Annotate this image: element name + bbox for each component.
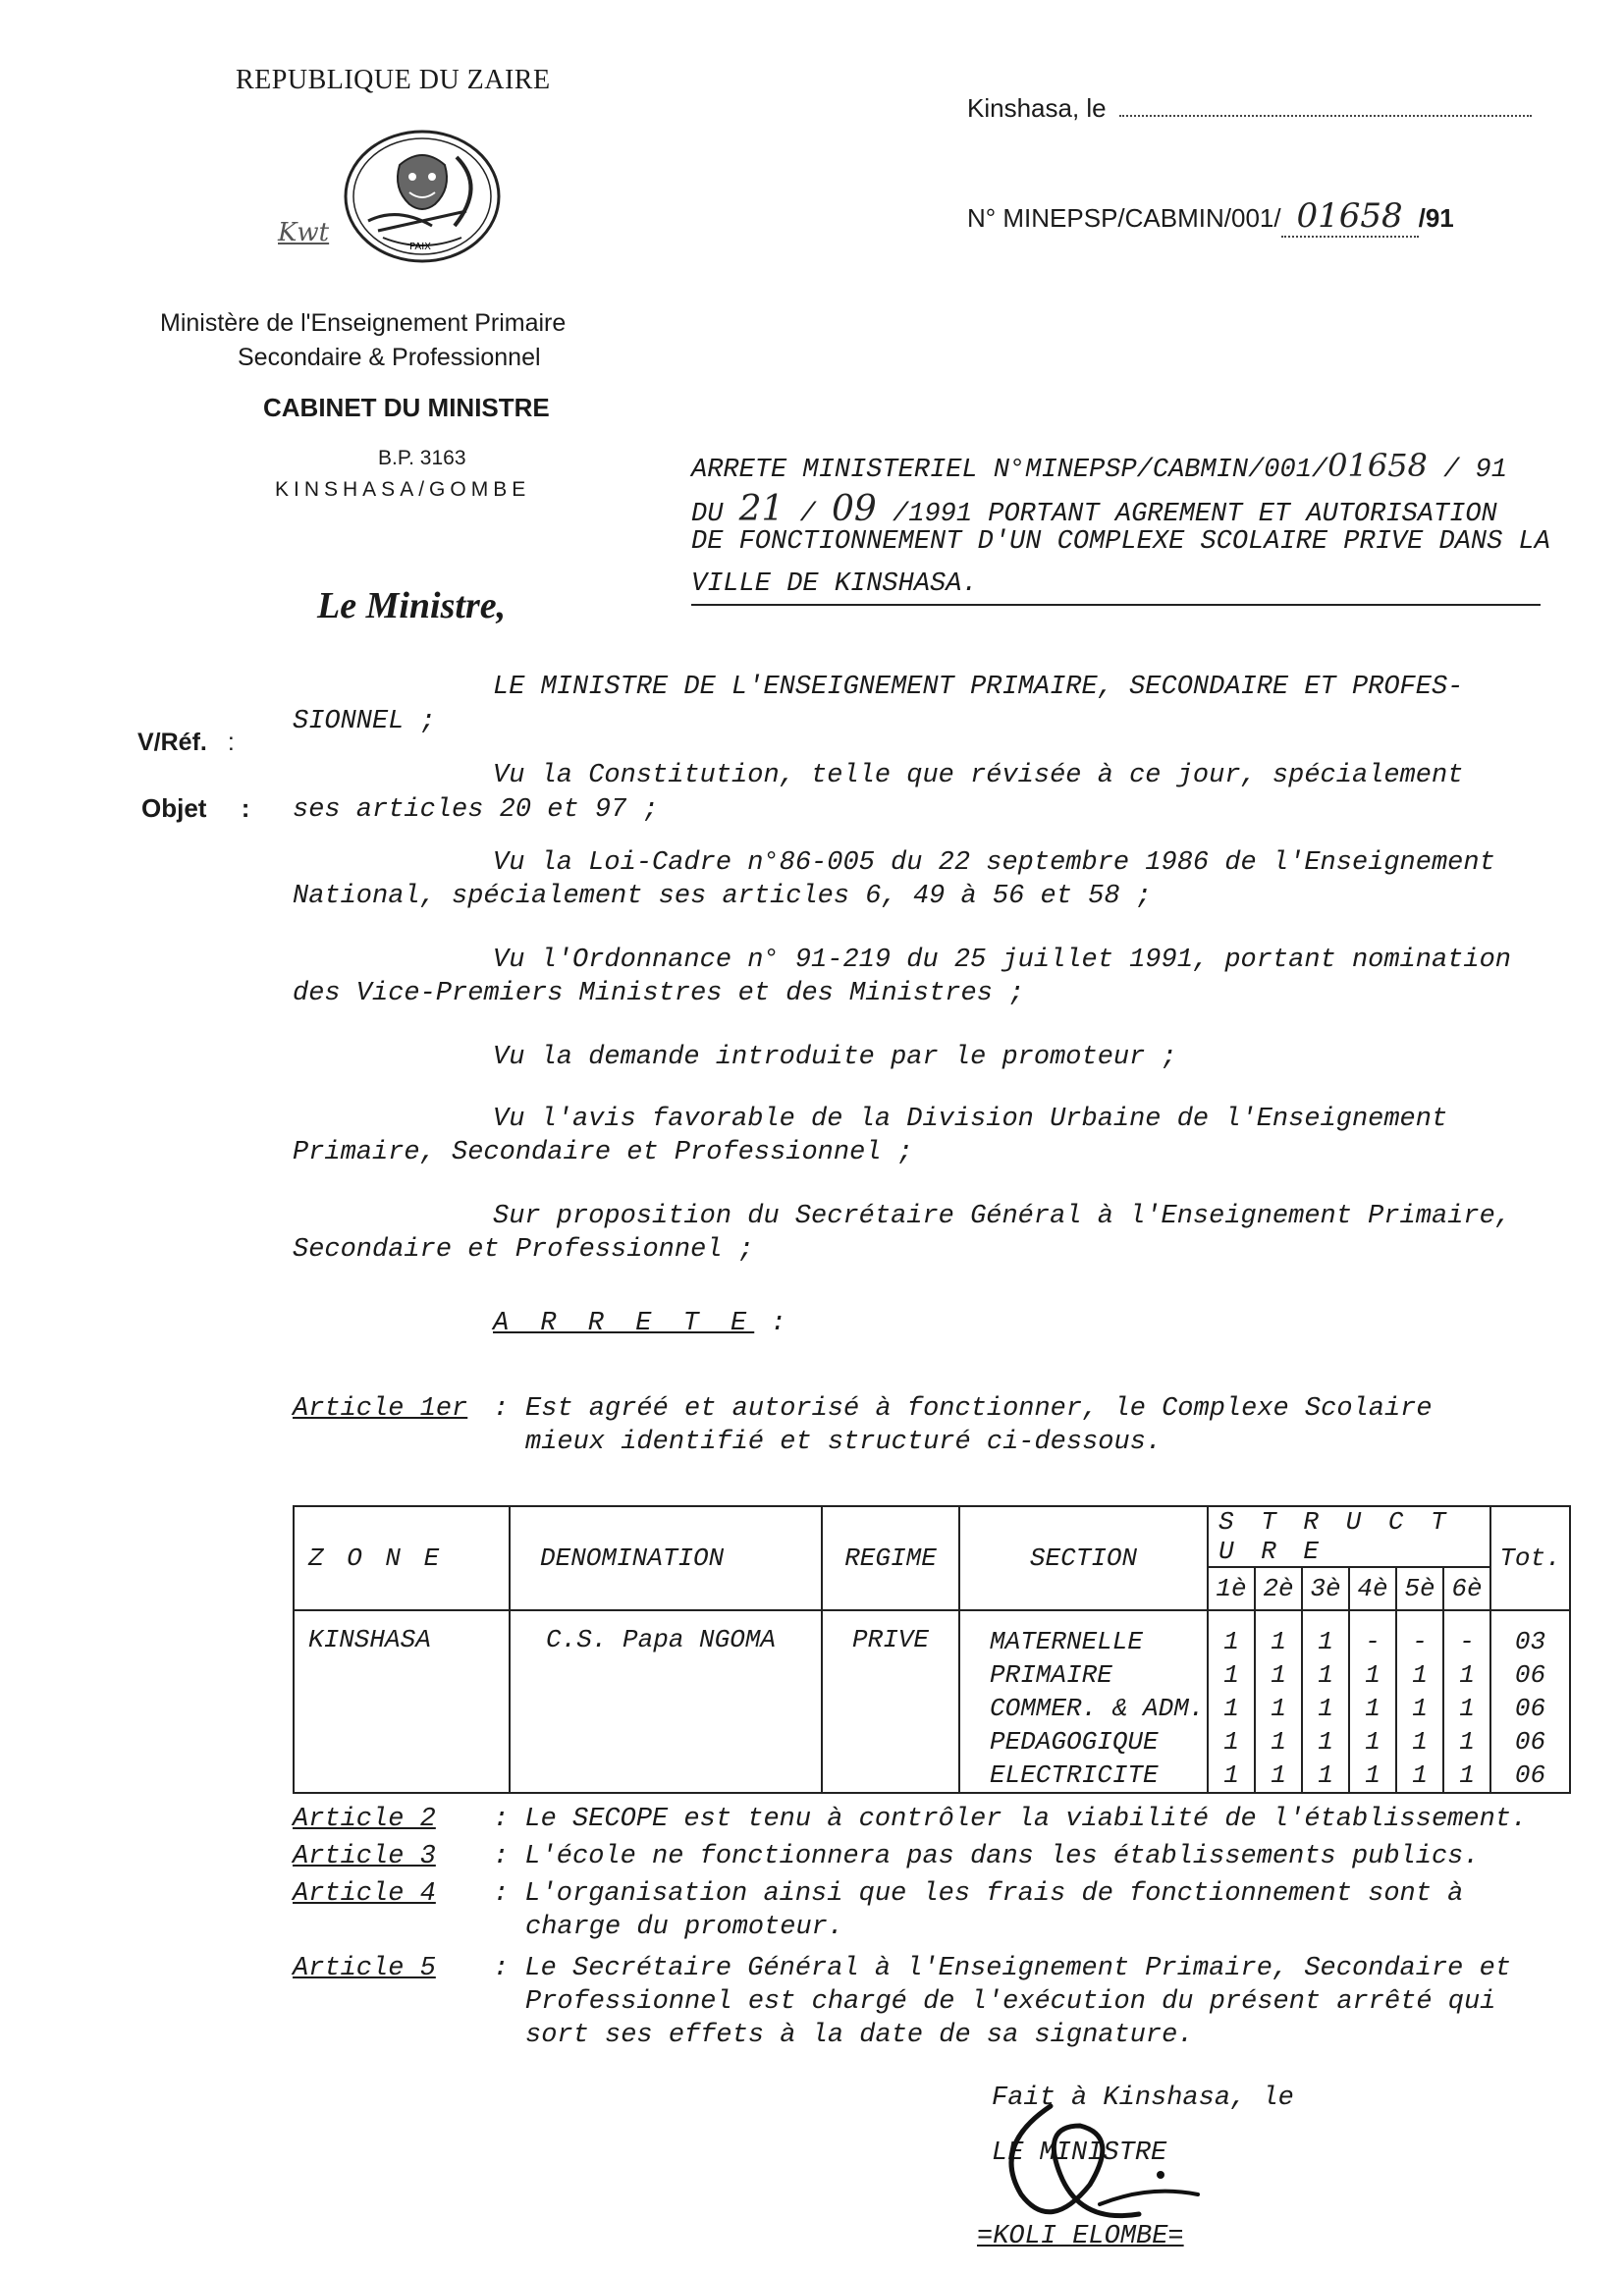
year-value: 1: [1223, 1760, 1239, 1790]
city-line: KINSHASA/GOMBE: [275, 478, 531, 501]
date-line: [967, 93, 1532, 124]
year-value: 1: [1412, 1760, 1428, 1790]
col-structure-header: S T R U C T U R E: [1208, 1506, 1490, 1567]
article-2-text: : Le SECOPE est tenu à contrôler la viabilité de l'établissement.: [493, 1805, 1528, 1834]
zone-value: KINSHASA: [308, 1625, 431, 1654]
reference-line: [967, 196, 1454, 238]
cell-year-3: [1302, 1610, 1349, 1793]
denomination-value: C.S. Papa NGOMA: [546, 1625, 777, 1654]
arrete-heading: [493, 1309, 786, 1338]
col-regime-header: REGIME: [822, 1506, 959, 1610]
year-value: 1: [1223, 1627, 1239, 1656]
considerant-constitution-2: ses articles 20 et 97 ;: [293, 795, 659, 825]
title-separator: /: [799, 500, 816, 529]
handwritten-initials: Kwt: [278, 218, 330, 247]
title-day-handwritten: 21: [738, 489, 785, 529]
considerant-ordonnance-2: des Vice-Premiers Ministres et des Ministres ;: [293, 979, 1025, 1008]
title-rule: [691, 604, 1541, 606]
year-value: -: [1365, 1627, 1380, 1656]
title-line-1: [691, 447, 1507, 485]
ministry-line-2: Secondaire & Professionnel: [238, 344, 541, 371]
section-pedagogique: PEDAGOGIQUE: [990, 1727, 1159, 1757]
considerant-ordonnance-1: Vu l'Ordonnance n° 91-219 du 25 juillet 1991, portant nomination: [493, 946, 1511, 975]
year-value: 1: [1271, 1694, 1286, 1723]
objet-label: [141, 793, 249, 824]
arrete-text: A R R E T E: [493, 1309, 755, 1338]
title-line-3: DE FONCTIONNEMENT D'UN COMPLEXE SCOLAIRE PRIVE DANS LA: [691, 527, 1550, 557]
title-line-2: [691, 489, 1497, 529]
year-value: 1: [1271, 1627, 1286, 1656]
considerant-constitution-1: Vu la Constitution, telle que révisée à ce jour, spécialement: [493, 761, 1464, 790]
cell-year-1: [1208, 1610, 1255, 1793]
cell-regime: [822, 1610, 959, 1793]
year-value: 1: [1412, 1727, 1428, 1757]
considerant-loi-cadre-2: National, spécialement ses articles 6, 49 à 56 et 58 ;: [293, 882, 1152, 911]
cell-year-2: [1255, 1610, 1302, 1793]
year-value: 1: [1459, 1727, 1475, 1757]
col-year-3: 3è: [1302, 1567, 1349, 1610]
year-value: 1: [1318, 1627, 1333, 1656]
cell-total: [1490, 1610, 1570, 1793]
reference-year: /91: [1418, 203, 1454, 233]
col-year-4: 4è: [1349, 1567, 1396, 1610]
republic-heading: REPUBLIQUE DU ZAIRE: [236, 65, 551, 95]
total-value: 06: [1514, 1760, 1546, 1790]
year-value: 1: [1365, 1727, 1380, 1757]
le-ministre-title: Le Ministre,: [317, 585, 507, 626]
date-dotted-blank: [1119, 115, 1532, 117]
year-value: 1: [1271, 1760, 1286, 1790]
cell-year-4: [1349, 1610, 1396, 1793]
coat-of-arms-seal: [339, 128, 506, 265]
year-value: 1: [1412, 1660, 1428, 1690]
vref-colon: :: [227, 729, 235, 756]
reference-label: N° MINEPSP/CABMIN/001/: [967, 203, 1281, 233]
year-value: 1: [1318, 1694, 1333, 1723]
year-value: 1: [1459, 1760, 1475, 1790]
vref-text: V/Réf.: [137, 729, 207, 756]
col-year-6: 6è: [1443, 1567, 1490, 1610]
title-line-4: VILLE DE KINSHASA.: [691, 569, 978, 599]
total-value: 03: [1514, 1627, 1546, 1656]
objet-text: Objet: [141, 793, 207, 823]
col-section-header: SECTION: [959, 1506, 1208, 1610]
title-number-handwritten: 01658: [1327, 447, 1428, 484]
col-year-2: 2è: [1255, 1567, 1302, 1610]
year-value: 1: [1271, 1660, 1286, 1690]
seal-motto: PAIX: [409, 242, 432, 252]
section-electricite: ELECTRICITE: [990, 1760, 1159, 1790]
title-du: DU: [691, 500, 724, 529]
year-value: 1: [1365, 1694, 1380, 1723]
considerant-avis-2: Primaire, Secondaire et Professionnel ;: [293, 1138, 913, 1167]
signature-place-date: Fait à Kinshasa, le: [992, 2084, 1294, 2113]
cell-year-6: [1443, 1610, 1490, 1793]
article-4-text-1: : L'organisation ainsi que les frais de fonctionnement sont à: [493, 1879, 1464, 1909]
year-value: 1: [1412, 1694, 1428, 1723]
article-5-text-1: : Le Secrétaire Général à l'Enseignement Primaire, Secondaire et: [493, 1954, 1511, 1983]
section-primaire: PRIMAIRE: [990, 1660, 1112, 1690]
cell-sections: [959, 1610, 1208, 1793]
cell-zone: [294, 1610, 510, 1793]
article-5-text-3: sort ses effets à la date de sa signature.: [525, 2021, 1194, 2050]
article-1-line-1: Est agréé et autorisé à fonctionner, le Complexe Scolaire: [525, 1394, 1433, 1424]
title-month-handwritten: 09: [832, 489, 877, 529]
year-value: 1: [1223, 1694, 1239, 1723]
considerant-avis-1: Vu l'avis favorable de la Division Urbaine de l'Enseignement: [493, 1105, 1448, 1134]
article-1-colon: :: [493, 1394, 510, 1424]
regime-value: PRIVE: [851, 1625, 929, 1654]
cell-denomination: [510, 1610, 822, 1793]
year-value: 1: [1365, 1760, 1380, 1790]
year-value: 1: [1459, 1694, 1475, 1723]
total-value: 06: [1514, 1727, 1546, 1757]
title-text: /1991 PORTANT AGREMENT ET AUTORISATION: [893, 500, 1497, 529]
col-denomination-header: DENOMINATION: [510, 1506, 822, 1610]
year-value: 1: [1459, 1660, 1475, 1690]
article-5-label: Article 5: [293, 1954, 436, 1983]
section-maternelle: MATERNELLE: [990, 1627, 1144, 1656]
considerant-proposition-1: Sur proposition du Secrétaire Général à l'Enseignement Primaire,: [493, 1202, 1511, 1231]
article-4-label: Article 4: [293, 1879, 436, 1909]
preamble-line-1: LE MINISTRE DE L'ENSEIGNEMENT PRIMAIRE, SECONDAIRE ET PROFES-: [493, 673, 1464, 702]
article-5-text-2: Professionnel est chargé de l'exécution du présent arrêté qui: [525, 1987, 1496, 2017]
col-year-1: 1è: [1208, 1567, 1255, 1610]
title-text: ARRETE MINISTERIEL N°MINEPSP/CABMIN/001/: [691, 456, 1328, 485]
total-value: 06: [1514, 1660, 1546, 1690]
ministry-line-1: Ministère de l'Enseignement Primaire: [160, 309, 567, 337]
considerant-proposition-2: Secondaire et Professionnel ;: [293, 1235, 754, 1265]
year-value: 1: [1223, 1660, 1239, 1690]
total-value: 06: [1514, 1694, 1546, 1723]
col-total-header: Tot.: [1490, 1506, 1570, 1610]
reference-number: 01658: [1281, 196, 1419, 238]
school-structure-table: [293, 1505, 1571, 1794]
signature-title: LE MINISTRE: [992, 2139, 1167, 2168]
handwritten-signature: [982, 2086, 1208, 2253]
year-value: 1: [1271, 1727, 1286, 1757]
title-year: / 91: [1443, 456, 1507, 485]
year-value: 1: [1318, 1760, 1333, 1790]
considerant-loi-cadre-1: Vu la Loi-Cadre n°86-005 du 22 septembre 1986 de l'Enseignement: [493, 848, 1495, 878]
section-commerciale: COMMER. & ADM.: [990, 1694, 1205, 1723]
cell-year-5: [1396, 1610, 1443, 1793]
arrete-colon: :: [770, 1309, 786, 1338]
preamble-line-2: SIONNEL ;: [293, 707, 436, 736]
year-value: 1: [1223, 1727, 1239, 1757]
table-row: [294, 1610, 1570, 1793]
year-value: -: [1412, 1627, 1428, 1656]
postal-box: B.P. 3163: [378, 447, 466, 469]
article-3-label: Article 3: [293, 1842, 436, 1871]
vref-label: [137, 729, 235, 757]
col-year-5: 5è: [1396, 1567, 1443, 1610]
considerant-demande: Vu la demande introduite par le promoteur ;: [493, 1043, 1177, 1072]
col-zone-header: Z O N E: [294, 1506, 510, 1610]
article-2-label: Article 2: [293, 1805, 436, 1834]
year-value: 1: [1365, 1660, 1380, 1690]
objet-colon: :: [241, 793, 250, 823]
article-3-text: : L'école ne fonctionnera pas dans les établissements publics.: [493, 1842, 1480, 1871]
date-label: Kinshasa, le: [967, 93, 1107, 123]
article-1-line-2: mieux identifié et structuré ci-dessous.: [525, 1428, 1163, 1457]
year-value: 1: [1318, 1727, 1333, 1757]
cabinet-heading: CABINET DU MINISTRE: [263, 393, 550, 422]
article-4-text-2: charge du promoteur.: [525, 1913, 844, 1942]
signature-name: =KOLI ELOMBE=: [977, 2222, 1184, 2251]
article-1-label: Article 1er: [293, 1394, 468, 1424]
year-value: -: [1459, 1627, 1475, 1656]
year-value: 1: [1318, 1660, 1333, 1690]
